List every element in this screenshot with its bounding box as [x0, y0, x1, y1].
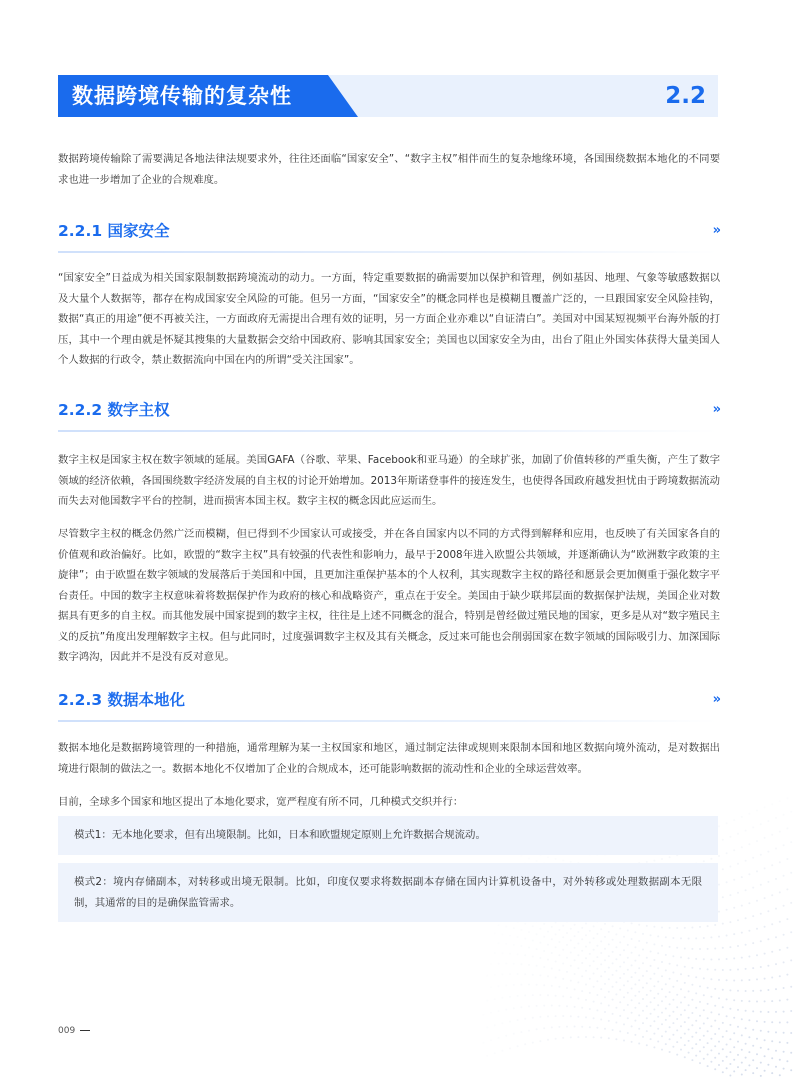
paragraph-data-localization-1: 数据本地化是数据跨境管理的一种措施，通常理解为某一主权国家和地区，通过制定法律或规则来限制本国和地区数据向境外流动，是对数据出境进行限制的做法之一。数据本地化不仅增加了企业的合规成本，还可能影响数据的流动性和企业的全球运营效率。 [58, 742, 720, 775]
chapter-number: 2.2 [665, 83, 706, 109]
section-title: 2.2.2 数字主权 [58, 401, 170, 419]
section-header-national-security [58, 218, 718, 244]
paragraph-data-localization-2: 目前，全球多个国家和地区提出了本地化要求，宽严程度有所不同，几种模式交织并行： [58, 796, 464, 808]
mode-box-2: 模式2：境内存储副本，对转移或出境无限制。比如，印度仅要求将数据副本存储在国内计算机设备中，对外转移或处理数据副本无限制，其通常的目的是确保监管需求。 [58, 863, 718, 922]
page-number: 009 [58, 1026, 76, 1036]
mode-box-1: 模式1：无本地化要求，但有出境限制。比如，日本和欧盟规定原则上允许数据合规流动。 [58, 816, 718, 855]
paragraph-digital-sovereignty-2: 尽管数字主权的概念仍然广泛而模糊，但已得到不少国家认可或接受，并在各自国家内以不同的方式得到解释和应用，也反映了有关国家各自的价值观和政治偏好。比如，欧盟的“数字主权”具有较强的代表性和影响力，最早于2008年进入欧盟公共领域，并逐渐确认为“欧洲数字政策的主旋律”；由于欧盟在数字领域的发展落后于美国和中国，且更加注重保护基本的个人权利，其实现数字主权的路径和愿景会更加侧重于强化数字平台责任。中国的数字主权意味着将数据保护作为政府的核心和战略资产，重点在于安全。美国由于缺少联邦层面的数据保护法规，美国企业对数据具有更多的自主权。而其他发展中国家提到的数字主权，往往是上述不同概念的混合，特别是曾经做过殖民地的国家，更多是从对“数字殖民主义的反抗”角度出发理解数字主权。但与此同时，过度强调数字主权及其有关概念，反过来可能也会削弱国家在数字领域的国际吸引力、加深国际数字鸿沟，因此并不是没有反对意见。 [58, 528, 720, 663]
page-footer [58, 1024, 90, 1038]
section-title: 2.2.3 数据本地化 [58, 691, 186, 709]
chevron-double-right-icon: » [712, 402, 718, 417]
section-header-digital-sovereignty [58, 397, 718, 423]
section-divider [58, 720, 718, 722]
paragraph-digital-sovereignty-1: 数字主权是国家主权在数字领域的延展。美国GAFA（谷歌、苹果、Facebook和亚马逊）的全球扩张，加剧了价值转移的严重失衡，产生了数字领域的经济依赖，各国围绕数字经济发展的自主权的讨论开始增加。2013年斯诺登事件的接连发生，也使得各国政府越发担忧由于跨境数据流动而失去对他国数字平台的控制，进而损害本国主权。数字主权的概念因此应运而生。 [58, 454, 720, 507]
intro-paragraph: 数据跨境传输除了需要满足各地法律法规要求外，往往还面临“国家安全”、“数字主权”相伴而生的复杂地缘环境，各国围绕数据本地化的不同要求也进一步增加了企业的合规难度。 [58, 153, 720, 186]
paragraph-national-security: “国家安全”日益成为相关国家限制数据跨境流动的动力。一方面，特定重要数据的确需要加以保护和管理，例如基因、地理、气象等敏感数据以及大量个人数据等，都存在构成国家安全风险的可能。但另一方面，“国家安全”的概念同样也是模糊且覆盖广泛的，一旦跟国家安全风险挂钩，数据“真正的用途”便不再被关注，一方面政府无需提出合理有效的证明，另一方面企业亦难以“自证清白”。美国对中国某短视频平台海外版的打压，其中一个理由就是怀疑其搜集的大量数据会交给中国政府、影响其国家安全；美国也以国家安全为由，出台了阻止外国实体获得大量美国人个人数据的行政令，禁止数据流向中国在内的所谓“受关注国家”。 [58, 272, 720, 366]
section-header-data-localization [58, 687, 718, 713]
chapter-banner [58, 75, 718, 117]
chevron-double-right-icon: » [712, 223, 718, 238]
section-divider [58, 430, 718, 432]
section-title: 2.2.1 国家安全 [58, 222, 170, 240]
section-divider [58, 251, 718, 253]
chevron-double-right-icon: » [712, 692, 718, 707]
footer-dash [80, 1030, 90, 1032]
chapter-title: 数据跨境传输的复杂性 [72, 84, 292, 108]
